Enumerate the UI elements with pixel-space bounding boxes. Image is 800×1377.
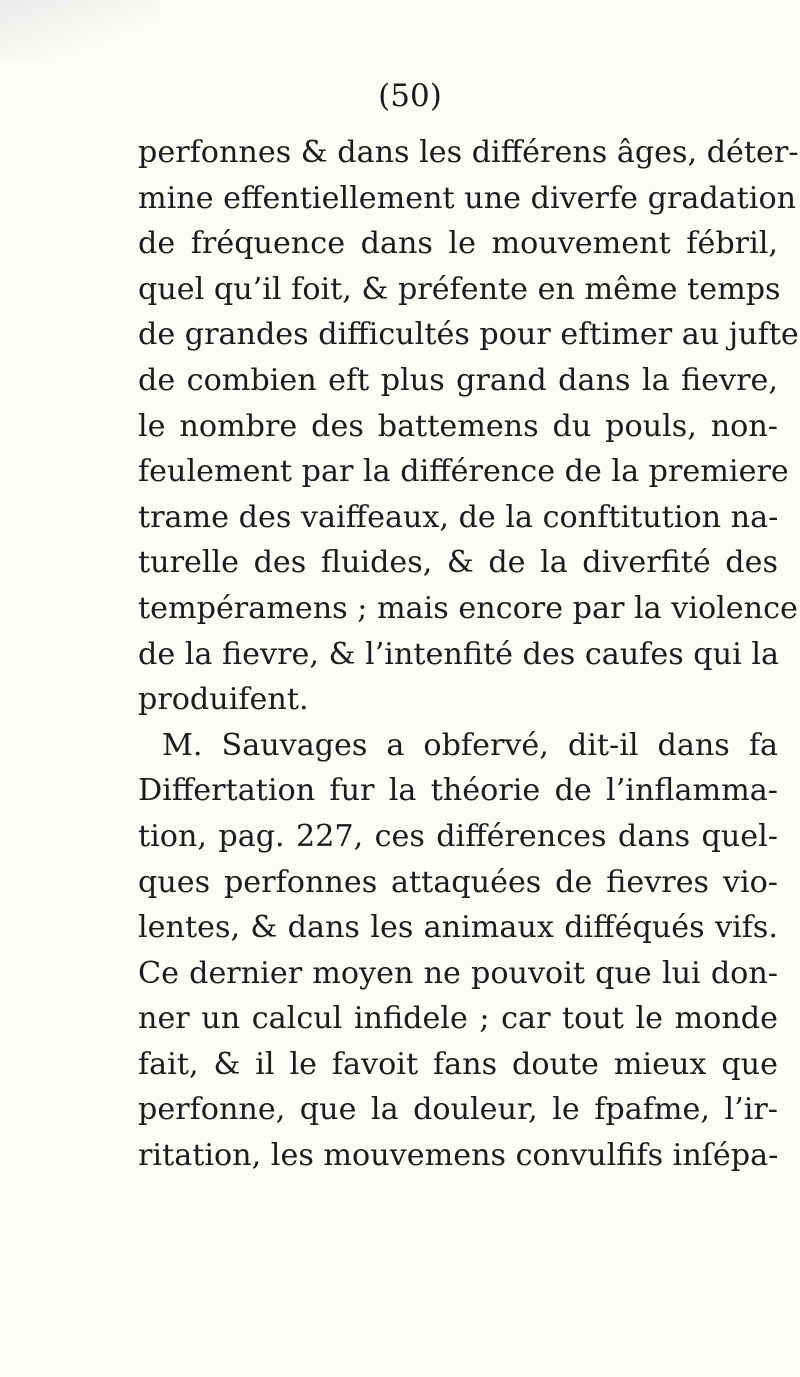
text-line: lentes, & dans les animaux difféqués vifs. bbox=[138, 910, 778, 946]
text-line: ques perfonnes attaquées de fievres vio- bbox=[138, 864, 778, 900]
text-line: de combien eft plus grand dans la fievre, bbox=[138, 362, 778, 398]
text-line: Differtation fur la théorie de l’inflamma- bbox=[138, 773, 778, 809]
text-line: ner un calcul infidele ; car tout le monde bbox=[138, 1001, 778, 1037]
text-line: de fréquence dans le mouvement fébril, bbox=[138, 226, 778, 262]
text-line-paragraph-start: M. Sauvages a obfervé, dit-il dans fa bbox=[162, 727, 778, 763]
page-corner-shadow bbox=[0, 0, 160, 60]
text-line: tempéramens ; mais encore par la violence bbox=[138, 590, 798, 626]
text-line: mine effentiellement une diverfe gradation bbox=[138, 180, 797, 216]
text-line-paragraph-end: produifent. bbox=[138, 682, 309, 718]
text-line: Ce dernier moyen ne pouvoit que lui don- bbox=[138, 955, 778, 991]
text-line: tion, pag. 227, ces différences dans quel- bbox=[138, 818, 778, 854]
text-line: de la fievre, & l’intenfité des caufes qui la bbox=[138, 636, 779, 672]
text-line: de grandes difficultés pour eftimer au jufte bbox=[138, 317, 799, 353]
text-line: feulement par la différence de la premiere bbox=[138, 454, 789, 490]
body-text bbox=[138, 130, 799, 1179]
page-number: (50) bbox=[378, 78, 442, 114]
text-line: turelle des fluides, & de la diverfité des bbox=[138, 545, 778, 581]
text-line: perfonne, que la douleur, le fpafme, l’ir- bbox=[138, 1092, 778, 1128]
text-line: le nombre des battemens du pouls, non- bbox=[138, 408, 778, 444]
text-line: ritation, les mouvemens convulfifs inſépa- bbox=[138, 1138, 779, 1174]
text-line: trame des vaiffeaux, de la conftitution na- bbox=[138, 499, 779, 535]
text-line: fait, & il le favoit fans doute mieux que bbox=[138, 1046, 778, 1082]
text-line: perfonnes & dans les différens âges, déter- bbox=[138, 135, 799, 170]
text-line: quel qu’il foit, & préfente en même temps bbox=[138, 271, 781, 307]
